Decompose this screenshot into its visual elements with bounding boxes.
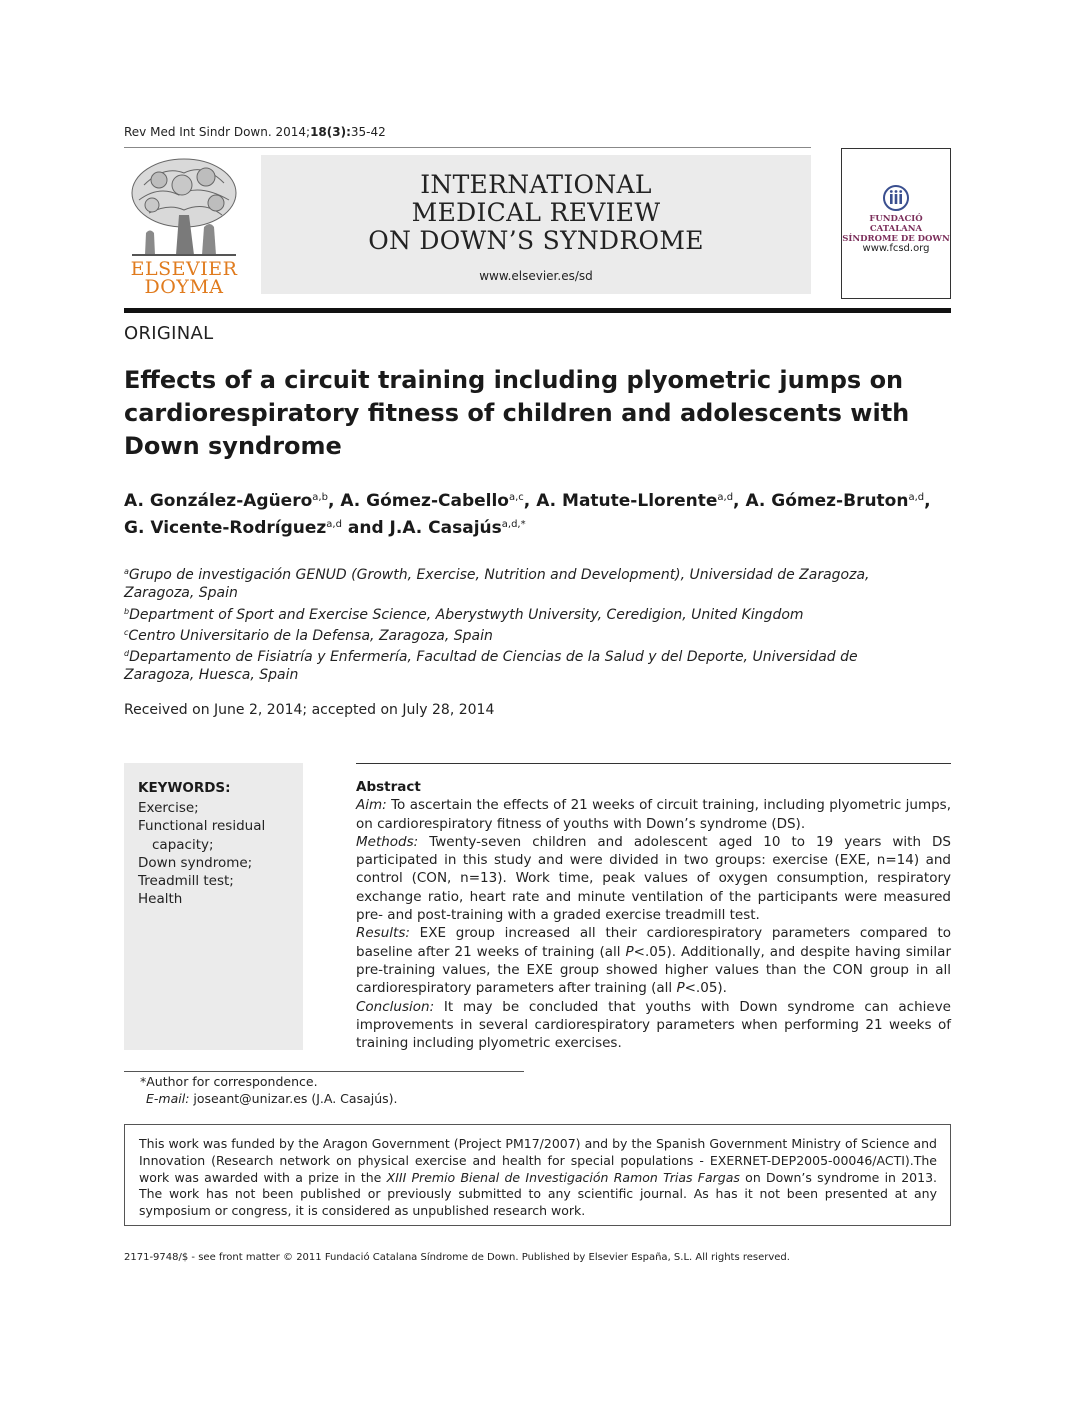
foundation-logo-icon [882, 185, 910, 213]
keyword-item: Health [138, 891, 183, 908]
correspondence-note [140, 1073, 398, 1107]
tree-icon [124, 155, 244, 260]
affiliation-text: Grupo de investigación GENUD (Growth, Exercise, Nutrition and Development), Universidad de Zaragoza, Zaragoza, Spain [124, 567, 870, 602]
keywords-box [124, 763, 303, 1050]
author-affiliation-mark: a,d [908, 492, 925, 503]
abstract-heading: Abstract [356, 779, 421, 795]
affiliation-item [124, 624, 924, 645]
author-name: A. Gómez-Bruton [745, 491, 909, 511]
funding-text-part: on Down’s syndrome in 2013. The work has not been published or previously submitted to any scientific journal. As has it not been presented at any symposium or congress, it is considered as unpublished research work. [139, 1169, 938, 1219]
results-text: <.05). Additionally, and despite having similar pre-training values, the EXE group showed higher values than the CON group in all cardiorespiratory parameters after training (all [356, 943, 951, 997]
p-value-symbol: P [676, 980, 685, 997]
author-affiliation-mark: a,c [508, 492, 524, 503]
author-affiliation-mark: a,b [312, 492, 328, 503]
elsevier-logo [124, 155, 244, 298]
correspondence-email [140, 1090, 398, 1107]
author-name: A. González-Agüero [124, 491, 313, 511]
abstract-methods [356, 833, 951, 924]
keywords-heading: KEYWORDS: [138, 780, 231, 796]
p-value-symbol: P [625, 943, 634, 960]
author-separator: , [924, 491, 931, 511]
keyword-item: Treadmill test; [138, 873, 234, 890]
funding-text [139, 1136, 937, 1220]
affiliation-list [124, 563, 924, 685]
aim-label: Aim: [356, 797, 387, 814]
conclusion-label: Conclusion: [356, 998, 435, 1015]
author-affiliation-mark: a,d [326, 519, 342, 530]
abstract [356, 778, 951, 1052]
keywords-list [138, 799, 298, 909]
affiliation-mark: d [124, 649, 130, 659]
abstract-rule [356, 763, 951, 764]
author-name: A. Gómez-Cabello [340, 491, 509, 511]
keyword-item: Exercise; [138, 800, 199, 816]
results-label: Results: [356, 925, 410, 942]
affiliation-text: Department of Sport and Exercise Science, Aberystwyth University, Ceredigion, United Kingdom [129, 606, 804, 623]
aim-text: To ascertain the effects of 21 weeks of circuit training, including plyometric jumps, on cardiorespiratory fitness of youths with Down’s syndrome (DS). [356, 797, 951, 832]
abstract-aim [356, 796, 951, 833]
affiliation-mark: c [124, 627, 129, 637]
affiliation-item [124, 603, 924, 624]
journal-citation [124, 125, 386, 139]
affiliation-mark: b [124, 606, 130, 616]
article-title: Effects of a circuit training including plyometric jumps on cardiorespiratory fitness of children and adolescents with Down syndrome [124, 366, 910, 460]
keyword-item: Down syndrome; [138, 854, 253, 871]
partner-name [842, 214, 950, 244]
journal-title-line: INTERNATIONAL [420, 170, 652, 199]
author-name: J.A. Casajús [389, 518, 502, 538]
affiliation-mark: a [124, 567, 129, 576]
funding-text-part: This work was funded by the Aragon Government (Project PM17/2007) and by the Spanish Government Ministry of Science and Innovation (Research network on physical exercise and health for special populations - EXERNET-DEP2005-00046/ACTI).The work was awarded with a prize in the [139, 1136, 937, 1185]
author-separator: , [327, 491, 341, 511]
prize-name: XIII Premio Bienal de Investigación Ramon Trias Fargas [386, 1169, 740, 1185]
author-separator: and [341, 518, 390, 538]
journal-masthead [261, 155, 811, 294]
email-label: E-mail: [146, 1091, 190, 1106]
citation-prefix: Rev Med Int Sindr Down. 2014; [124, 125, 311, 139]
partner-name-line: SÍNDROME DE DOWN [842, 234, 950, 244]
publisher-name: ELSEVIER [130, 258, 238, 280]
copyright-notice: 2171-9748/$ - see front matter © 2011 Fundació Catalana Síndrome de Down. Published by Elsevier España, S.L. All rights reserved. [124, 1252, 790, 1263]
received-dates: Received on June 2, 2014; accepted on July 28, 2014 [124, 702, 495, 718]
keyword-item: Functional residual [138, 818, 266, 835]
header-rule [124, 147, 811, 148]
author-separator: , [523, 491, 537, 511]
publisher-subname: DOYMA [144, 276, 224, 298]
affiliation-text: Centro Universitario de la Defensa, Zaragoza, Spain [128, 627, 493, 644]
author-name: A. Matute-Llorente [536, 491, 718, 511]
email-address[interactable]: joseant@unizar.es (J.A. Casajús). [189, 1091, 398, 1106]
author-list [124, 486, 951, 540]
abstract-conclusion [356, 998, 951, 1053]
journal-title [261, 171, 811, 255]
partner-logo-box [841, 148, 951, 299]
correspondence-line: *Author for correspondence. [140, 1074, 318, 1089]
abstract-results [356, 924, 951, 997]
citation-volume: 18(3): [310, 125, 351, 139]
author-name: G. Vicente-Rodríguez [124, 518, 327, 538]
keyword-item: capacity; [152, 836, 214, 853]
journal-title-line: MEDICAL REVIEW [411, 198, 661, 227]
partner-name-line: FUNDACIÓ CATALANA [869, 214, 923, 234]
partner-url[interactable]: www.fcsd.org [862, 243, 930, 254]
conclusion-text: It may be concluded that youths with Down syndrome can achieve improvements in several cardiorespiratory parameters when performing 21 weeks of training including plyometric exercises. [356, 998, 951, 1052]
results-text: <.05). [684, 980, 727, 997]
citation-pages: 35-42 [350, 125, 386, 139]
article-section: ORIGINAL [124, 323, 214, 344]
affiliation-item [124, 563, 924, 603]
author-separator: , [733, 491, 746, 511]
journal-title-line: ON DOWN’S SYNDROME [368, 226, 704, 255]
methods-label: Methods: [356, 833, 419, 850]
funding-box [124, 1124, 951, 1226]
methods-text: Twenty-seven children and adolescent aged 10 to 19 years with DS participated in this study and were divided in two groups: exercise (EXE, n=14) and control (CON, n=13). Work time, peak values of oxygen consumption, respiratory exchange ratio, heart rate and minute ventilation of the participants were measured pre- and post-training with a graded exercise treadmill test. [356, 833, 951, 924]
journal-url[interactable]: www.elsevier.es/sd [479, 269, 593, 283]
footnote-rule [124, 1071, 524, 1072]
author-affiliation-mark: a,d,* [501, 519, 526, 530]
affiliation-item [124, 645, 924, 685]
results-text: EXE group increased all their cardiorespiratory parameters compared to baseline after 21 weeks of training (all [356, 925, 951, 960]
author-affiliation-mark: a,d [717, 492, 734, 503]
section-divider [124, 308, 951, 313]
affiliation-text: Departamento de Fisiatría y Enfermería, Facultad de Ciencias de la Salud y del Deporte, Universidad de Zaragoza, Huesca, Spain [124, 649, 858, 684]
